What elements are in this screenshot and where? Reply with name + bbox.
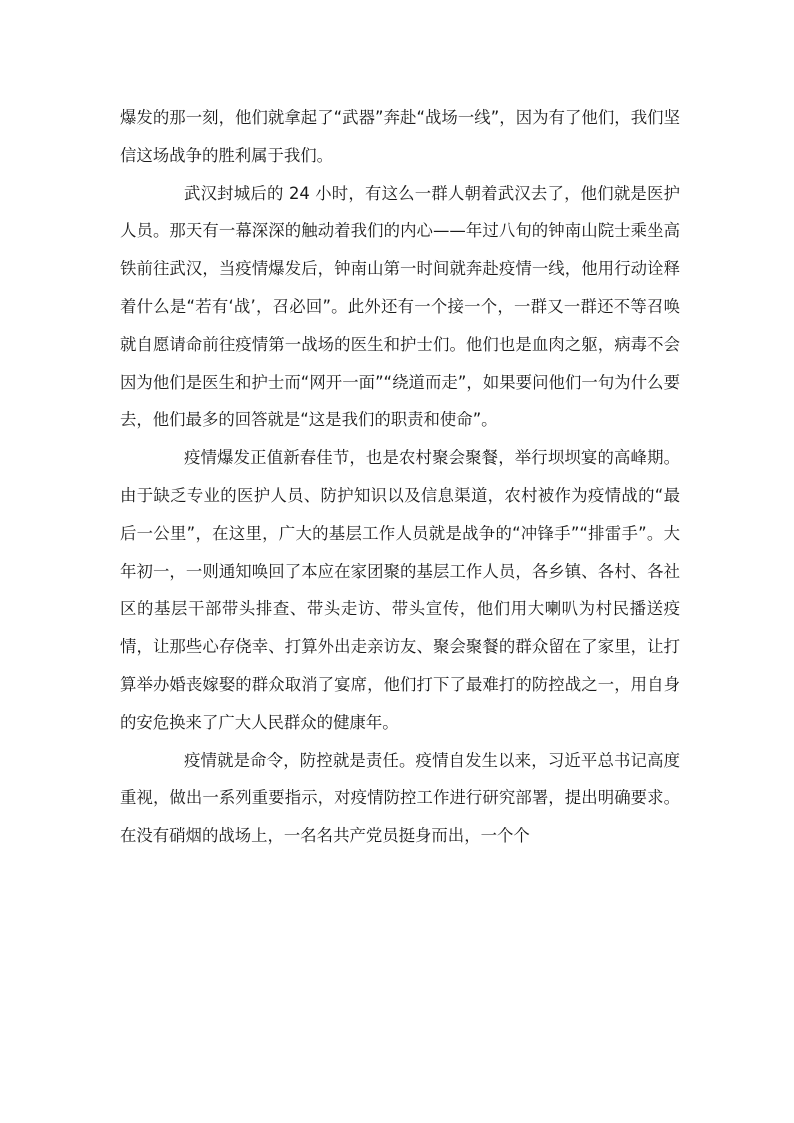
- paragraph-4: 疫情就是命令，防控就是责任。疫情自发生以来，习近平总书记高度重视，做出一系列重要指示，对疫情防控工作进行研究部署，提出明确要求。在没有硝烟的战场上，一名名共产党员挺身而出，一个个: [120, 750, 680, 846]
- paragraph-1: 爆发的那一刻，他们就拿起了“武器”奔赴“战场一线”，因为有了他们，我们坚信这场战争的胜利属于我们。: [120, 108, 680, 165]
- paragraph-3: 疫情爆发正值新春佳节，也是农村聚会聚餐，举行坝坝宴的高峰期。由于缺乏专业的医护人员、防护知识以及信息渠道，农村被作为疫情战的“最后一公里”，在这里，广大的基层工作人员就是战争的“冲锋手”“排雷手”。大年初一，一则通知唤回了本应在家团聚的基层工作人员，各乡镇、各村、各社区的基层干部带头排查、带头走访、带头宣传，他们用大喇叭为村民播送疫情，让那些心存侥幸、打算外出走亲访友、聚会聚餐的群众留在了家里，让打算举办婚丧嫁娶的群众取消了宴席，他们打下了最难打的防控战之一，用自身的安危换来了广大人民群众的健康年。: [120, 448, 680, 732]
- paragraph-2: 武汉封城后的 24 小时，有这么一群人朝着武汉去了，他们就是医护人员。那天有一幕深深的触动着我们的内心——年过八旬的钟南山院士乘坐高铁前往武汉，当疫情爆发后，钟南山第一时间就奔赴疫情一线，他用行动诠释着什么是“若有‘战’，召必回”。此外还有一个接一个，一群又一群还不等召唤就自愿请命前往疫情第一战场的医生和护士们。他们也是血肉之躯，病毒不会因为他们是医生和护士而“网开一面”“绕道而走”，如果要问他们一句为什么要去，他们最多的回答就是“这是我们的职责和使命”。: [120, 183, 680, 430]
- document-body: [120, 99, 680, 855]
